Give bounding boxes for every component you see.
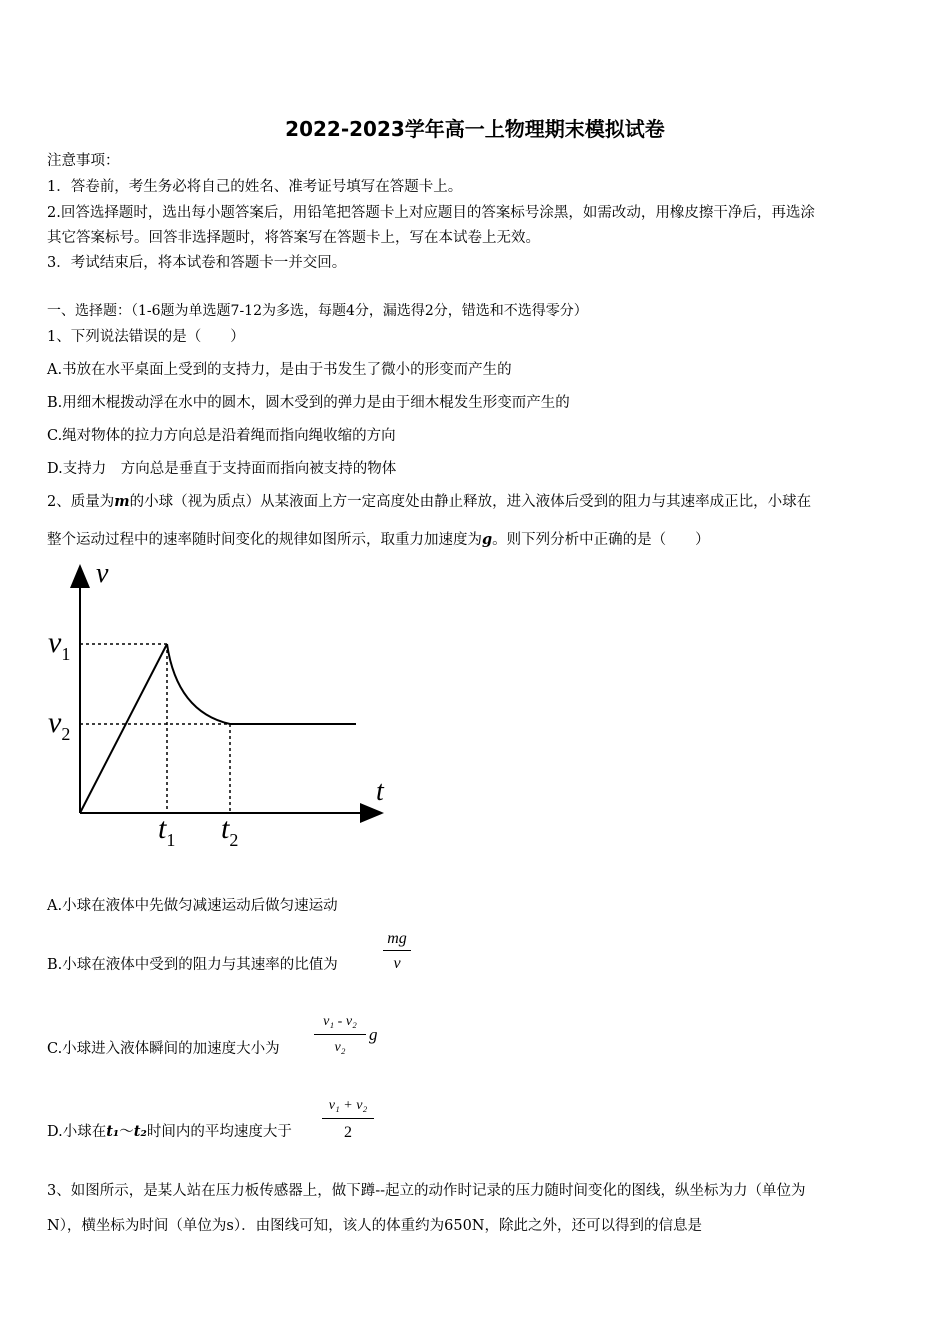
fraction-v1-plus-v2-over-2: v₁ + v₂ 2 bbox=[322, 1098, 374, 1146]
notice-item: 2.回答选择题时，选出每小题答案后，用铅笔把答题卡上对应题目的答案标号涂黑，如需改动，用橡皮擦干净后，再选涂 bbox=[47, 205, 815, 221]
velocity-time-graph bbox=[40, 560, 400, 855]
section-heading: 一、选择题：（1-6题为单选题7-12为多选，每题4分，漏选得2分，错选和不选得零分） bbox=[47, 303, 588, 319]
q2-option-a: A.小球在液体中先做匀减速运动后做匀速运动 bbox=[47, 898, 338, 914]
fraction-v1-minus-v2-over-v2: v₁ - v₂ v₂ bbox=[314, 1014, 366, 1062]
fraction-mg-over-v: mg v bbox=[383, 930, 411, 976]
q1-option-c: C.绳对物体的拉力方向总是沿着绳而指向绳收缩的方向 bbox=[47, 428, 396, 444]
page-title: 2022-2023学年高一上物理期末模拟试卷 bbox=[285, 117, 665, 141]
notice-item: 3．考试结束后，将本试卷和答题卡一并交回。 bbox=[47, 255, 347, 271]
y-tick-v1: $v_1$ bbox=[48, 626, 71, 664]
gravity-g: g bbox=[369, 1025, 378, 1044]
y-tick-v2: $v_2$ bbox=[48, 706, 71, 744]
q3-stem-line2: N），横坐标为时间（单位为s）．由图线可知，该人的体重约为650N，除此之外，还可以得到的信息是 bbox=[47, 1218, 702, 1234]
q2-option-b: B.小球在液体中受到的阻力与其速率的比值为 bbox=[47, 957, 338, 973]
x-tick-t2: $t_2$ bbox=[221, 812, 239, 850]
x-tick-t1: $t_1$ bbox=[158, 812, 176, 850]
accel-segment bbox=[80, 644, 167, 813]
q2-stem-line1: 2、质量为m的小球（视为质点）从某液面上方一定高度处由静止释放，进入液体后受到的阻力与其速率成正比，小球在 bbox=[47, 493, 812, 510]
notice-item: 其它答案标号。回答非选择题时，将答案写在答题卡上，写在本试卷上无效。 bbox=[47, 230, 540, 246]
x-axis-label: t bbox=[376, 776, 384, 807]
q3-stem-line1: 3、如图所示，是某人站在压力板传感器上，做下蹲--起立的动作时记录的压力随时间变化的图线，纵坐标为力（单位为 bbox=[47, 1183, 806, 1199]
y-axis-label: v bbox=[96, 560, 109, 589]
q1-option-a: A.书放在水平桌面上受到的支持力，是由于书发生了微小的形变而产生的 bbox=[47, 362, 512, 378]
q1-option-b: B.用细木棍拨动浮在水中的圆木，圆木受到的弹力是由于细木棍发生形变而产生的 bbox=[47, 395, 570, 411]
q1-option-d: D.支持力 方向总是垂直于支持面而指向被支持的物体 bbox=[47, 461, 397, 477]
q1-stem: 1、下列说法错误的是（ ） bbox=[47, 329, 245, 345]
q2-stem-line2: 整个运动过程中的速率随时间变化的规律如图所示，取重力加速度为g。则下列分析中正确的是（ ） bbox=[47, 531, 710, 548]
q2-option-d: D.小球在t₁～t₂时间内的平均速度大于 bbox=[47, 1123, 292, 1140]
notice-heading: 注意事项： bbox=[47, 153, 120, 169]
q2-option-c: C.小球进入液体瞬间的加速度大小为 bbox=[47, 1041, 280, 1057]
decay-segment bbox=[167, 644, 230, 724]
notice-item: 1．答卷前，考生务必将自己的姓名、准考证号填写在答题卡上。 bbox=[47, 179, 463, 195]
